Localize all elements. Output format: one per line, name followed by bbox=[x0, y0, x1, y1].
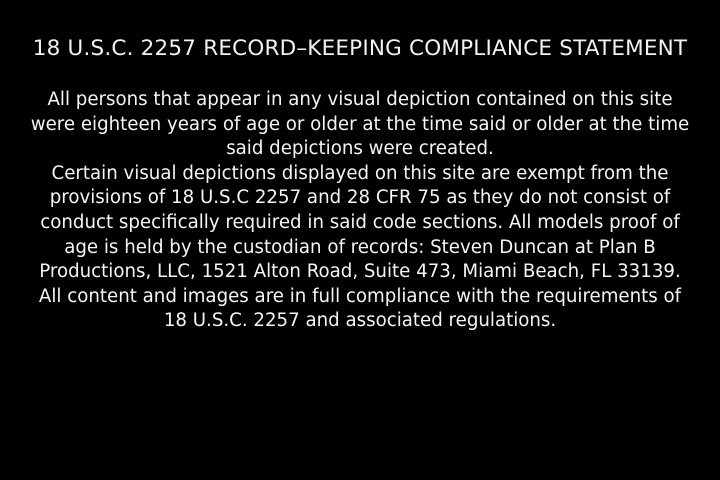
page-title: 18 U.S.C. 2257 RECORD–KEEPING COMPLIANCE STATEMENT bbox=[32, 36, 688, 61]
statement-paragraph-1: All persons that appear in any visual depiction contained on this site were eighteen years of age or older at the time said or older at the time said depictions were created. bbox=[30, 89, 690, 160]
statement-paragraph-2: Certain visual depictions displayed on this site are exempt from the provisions of 18 U.S.C 2257 and 28 CFR 75 as they do not consist of conduct specifically required in said code sections. All models proof of age is held by the custodian of records: Steven Duncan at Plan B Productions, LLC, 1521 Alton Road, Suite 473, Miami Beach, FL 33139. All content and images are in full compliance with the requirements of 18 U.S.C. 2257 and associated regulations. bbox=[38, 162, 682, 332]
statement-body bbox=[26, 88, 694, 334]
